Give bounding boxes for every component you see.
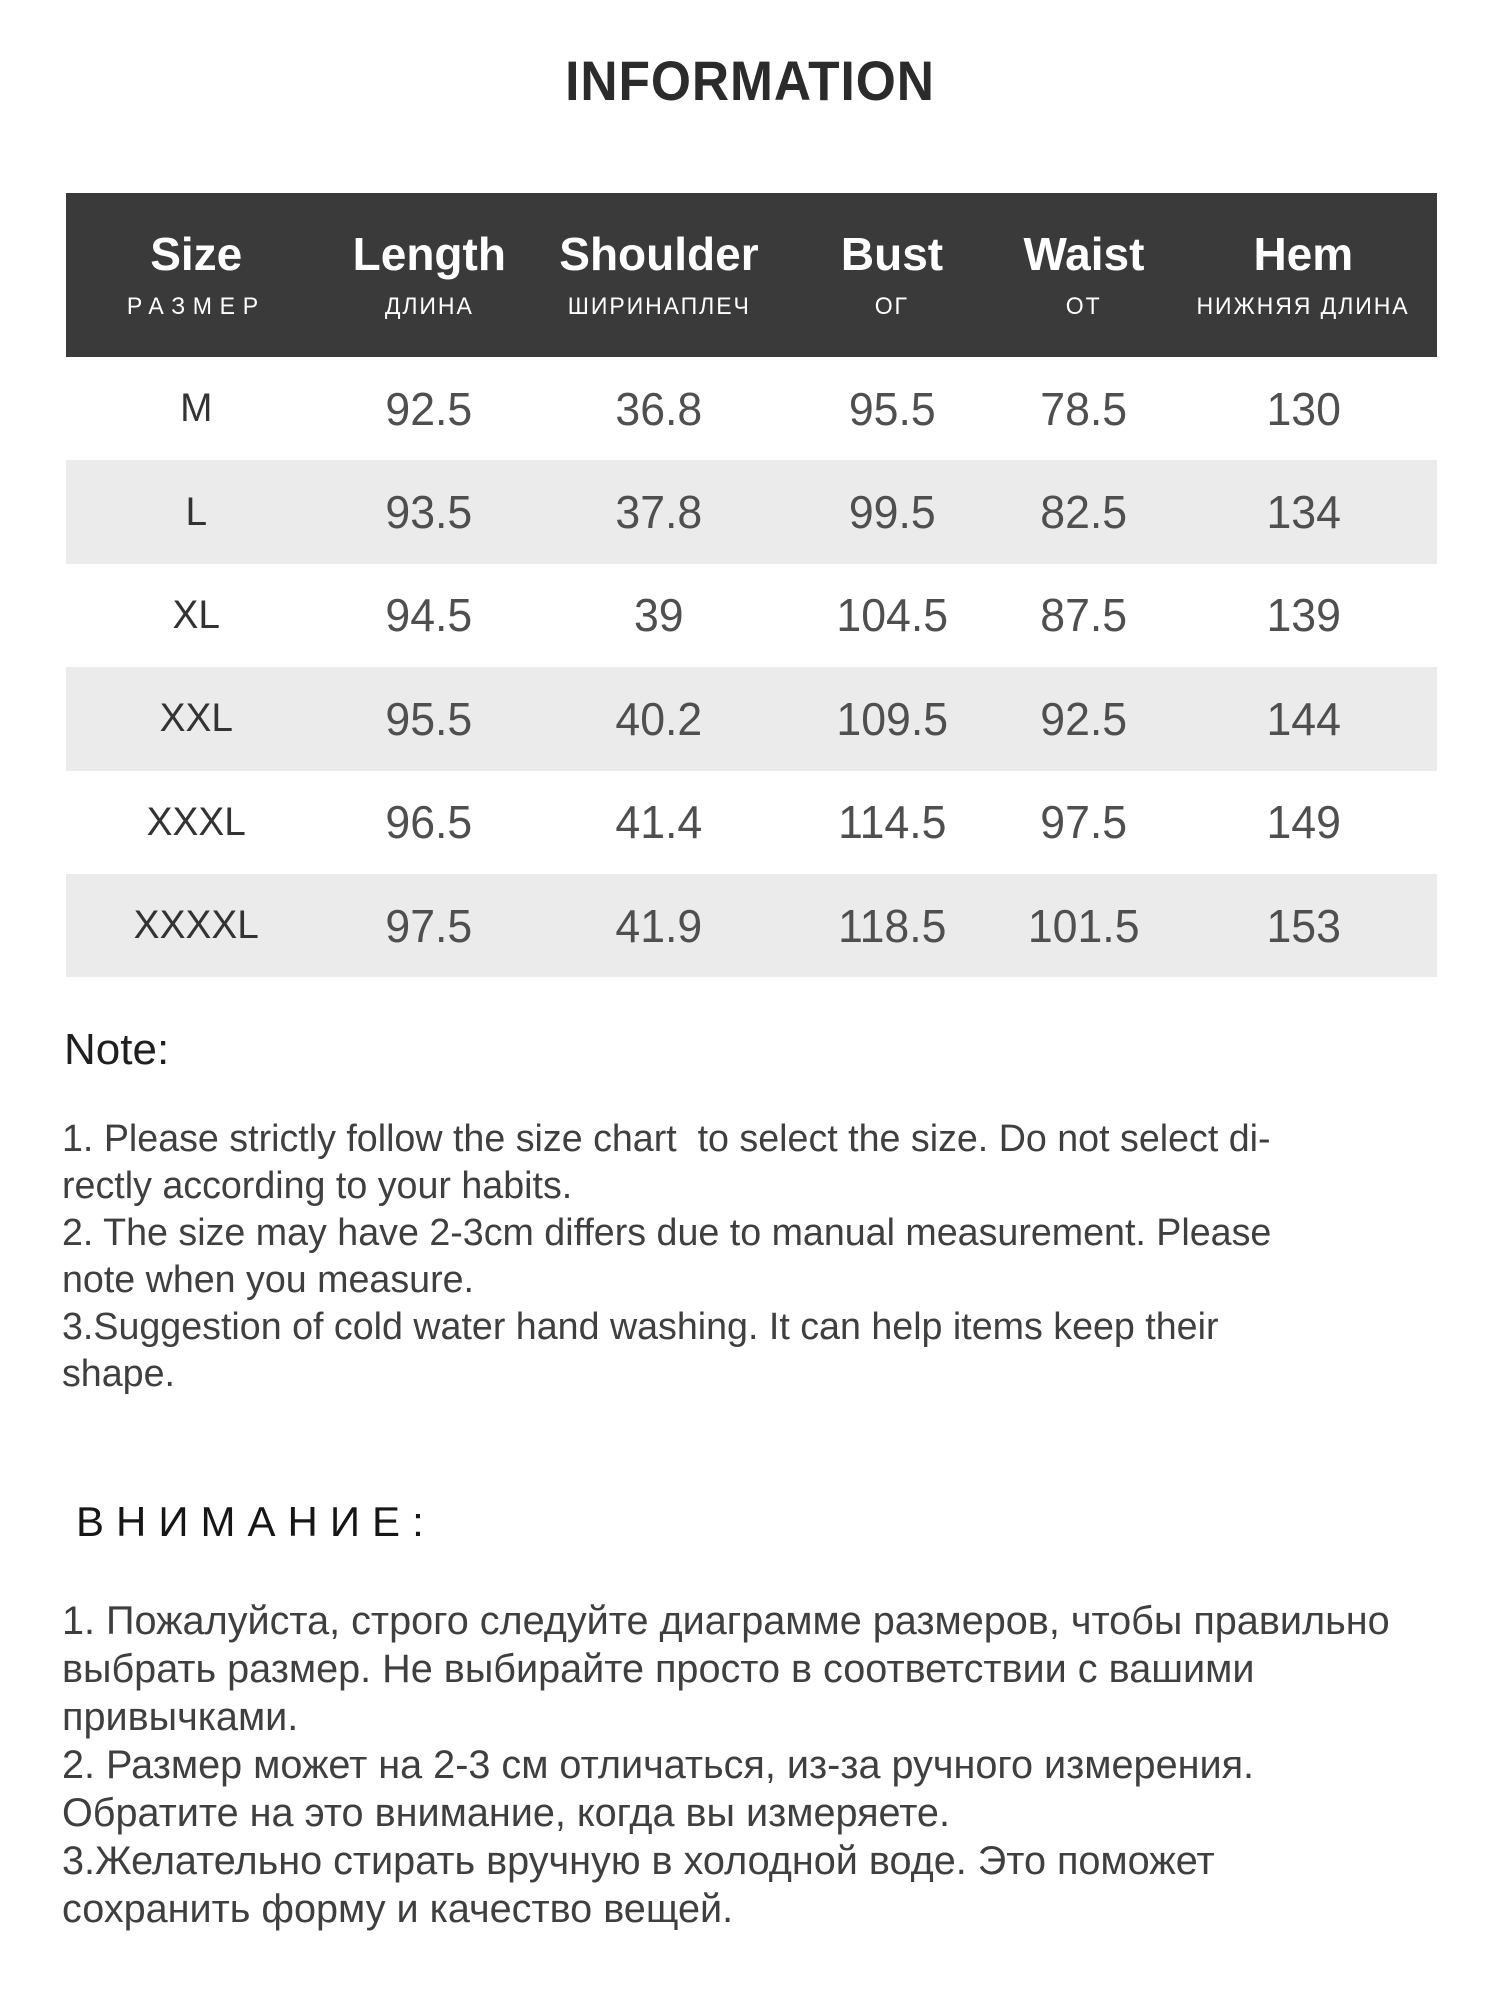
shoulder-value: 37.8 — [615, 486, 703, 539]
hem-value: 153 — [1266, 899, 1341, 952]
column-header-shoulder — [532, 193, 786, 357]
column-header-bust — [786, 193, 999, 357]
column-header-bust-ru: ОГ — [874, 293, 910, 320]
bust-value: 95.5 — [848, 382, 936, 435]
attention-line: 2. Размер может на 2-3 см отличаться, из-за ручного измерения. — [62, 1743, 1255, 1787]
table-row-l — [66, 460, 1437, 563]
length-value: 93.5 — [385, 486, 473, 539]
note-heading: Note: — [64, 1025, 170, 1074]
hem-value: 144 — [1266, 692, 1341, 745]
note-line: rectly according to your habits. — [62, 1165, 573, 1207]
attention-heading: ВНИМАНИЕ: — [76, 1498, 436, 1545]
table-row-xl — [66, 564, 1437, 667]
bust-value: 99.5 — [848, 486, 936, 539]
length-value: 96.5 — [385, 796, 473, 849]
hem-value: 139 — [1266, 589, 1341, 642]
table-row-xxl — [66, 667, 1437, 770]
length-value: 95.5 — [385, 692, 473, 745]
column-header-hem-en: Hem — [1253, 228, 1354, 280]
column-header-length-ru: ДЛИНА — [384, 293, 474, 320]
attention-line: 3.Желательно стирать вручную в холодной воде. Это поможет — [62, 1839, 1215, 1883]
size-value: XXL — [159, 696, 233, 741]
note-line: shape. — [62, 1353, 175, 1395]
bust-value: 118.5 — [837, 899, 947, 952]
column-header-hem-ru: НИЖНЯЯ ДЛИНА — [1196, 293, 1410, 320]
size-value: L — [185, 489, 208, 534]
column-header-shoulder-en: Shoulder — [559, 228, 759, 280]
size-value: XL — [172, 592, 220, 637]
length-value: 92.5 — [385, 382, 473, 435]
column-header-length-en: Length — [352, 228, 506, 280]
column-header-hem — [1170, 193, 1437, 357]
column-header-waist — [998, 193, 1169, 357]
attention-line: сохранить форму и качество вещей. — [62, 1887, 734, 1931]
table-row-m — [66, 357, 1437, 460]
size-chart-table — [66, 193, 1437, 977]
column-header-shoulder-ru: ШИРИНАПЛЕЧ — [567, 293, 751, 320]
waist-value: 87.5 — [1040, 589, 1128, 642]
shoulder-value: 41.4 — [615, 796, 703, 849]
column-header-size-en: Size — [150, 228, 243, 280]
note-line: 3.Suggestion of cold water hand washing. It can help items keep their — [62, 1306, 1219, 1348]
hem-value: 149 — [1266, 796, 1341, 849]
size-value: M — [180, 386, 213, 431]
waist-value: 78.5 — [1040, 382, 1128, 435]
length-value: 97.5 — [385, 899, 473, 952]
size-table-header-row — [66, 193, 1437, 357]
shoulder-value: 36.8 — [615, 382, 703, 435]
shoulder-value: 40.2 — [615, 692, 703, 745]
shoulder-value: 39 — [634, 589, 684, 642]
waist-value: 92.5 — [1040, 692, 1128, 745]
size-value: XXXXL — [133, 903, 259, 948]
hem-value: 130 — [1266, 382, 1341, 435]
size-value: XXXL — [146, 799, 246, 844]
table-row-xxxxl — [66, 874, 1437, 977]
attention-line: привычками. — [62, 1695, 299, 1739]
note-line: note when you measure. — [62, 1259, 474, 1301]
table-row-xxxl — [66, 771, 1437, 874]
attention-line: 1. Пожалуйста, строго следуйте диаграмме размеров, чтобы правильно — [62, 1599, 1390, 1643]
note-text — [62, 1116, 1462, 1398]
waist-value: 82.5 — [1040, 486, 1128, 539]
hem-value: 134 — [1266, 486, 1341, 539]
column-header-size-ru: РАЗМЕР — [126, 293, 266, 320]
note-line: 1. Please strictly follow the size chart to select the size. Do not select di- — [62, 1118, 1271, 1160]
attention-line: Обратите на это внимание, когда вы измеряете. — [62, 1791, 950, 1835]
column-header-waist-ru: ОТ — [1066, 293, 1102, 320]
attention-text — [62, 1597, 1472, 1933]
bust-value: 109.5 — [836, 692, 948, 745]
column-header-length — [326, 193, 532, 357]
shoulder-value: 41.9 — [615, 899, 703, 952]
column-header-size — [66, 193, 326, 357]
waist-value: 101.5 — [1028, 899, 1140, 952]
bust-value: 104.5 — [836, 589, 948, 642]
length-value: 94.5 — [385, 589, 473, 642]
bust-value: 114.5 — [837, 796, 947, 849]
note-line: 2. The size may have 2-3cm differs due to manual measurement. Please — [62, 1212, 1272, 1254]
attention-line: выбрать размер. Не выбирайте просто в соответствии с вашими — [62, 1647, 1255, 1691]
column-header-waist-en: Waist — [1023, 228, 1145, 280]
page-title: INFORMATION — [565, 49, 935, 112]
waist-value: 97.5 — [1040, 796, 1128, 849]
column-header-bust-en: Bust — [840, 228, 944, 280]
